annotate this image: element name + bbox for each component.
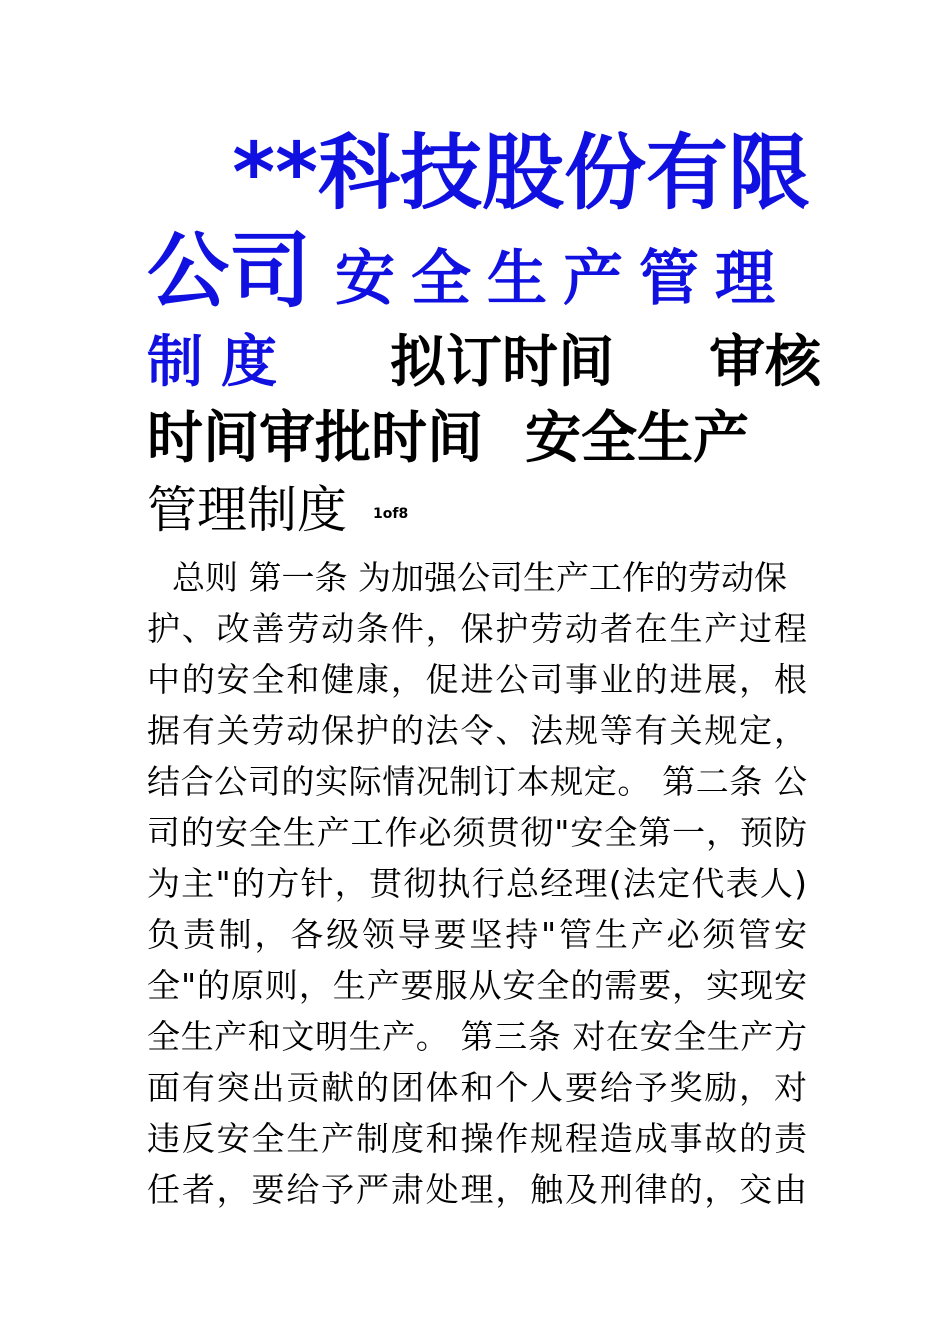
body-line-10: 全生产和文明生产。 第三条 对在安全生产方 — [147, 1017, 807, 1056]
body-line-12: 违反安全生产制度和操作规程造成事故的责 — [147, 1119, 807, 1158]
title-company-suffix: 公司 — [147, 224, 312, 319]
body-line-6: 司的安全生产工作必须贯彻"安全第一，预防 — [147, 813, 807, 852]
body-line-3: 中的安全和健康，促进公司事业的进展，根 — [147, 660, 807, 699]
management-system-heading: 管理制度 — [147, 481, 347, 539]
body-line-5: 结合公司的实际情况制订本规定。 第二条 公 — [147, 762, 807, 801]
document-line5 — [147, 476, 807, 548]
page-number: 1of8 — [373, 505, 409, 522]
safety-production-heading: 安全生产 — [525, 406, 749, 471]
body-line-9: 全"的原则，生产要服从安全的需要，实现安 — [147, 966, 807, 1005]
document-title-line1: **科技股份有限 — [232, 126, 810, 221]
title-system-name: 安全生产管理 — [335, 244, 792, 314]
body-line-4: 据有关劳动保护的法令、法规等有关规定， — [147, 711, 807, 750]
review-time-label: 时间 — [147, 406, 259, 471]
title-system-suffix: 制度 — [147, 330, 295, 395]
body-line-11: 面有突出贡献的团体和个人要给予奖励，对 — [147, 1068, 807, 1107]
body-line-2: 护、改善劳动条件，保护劳动者在生产过程 — [147, 609, 807, 648]
body-line-13: 任者，要给予严肃处理，触及刑律的，交由 — [147, 1170, 807, 1209]
body-line-7: 为主"的方针，贯彻执行总经理(法定代表人) — [147, 864, 807, 903]
document-line3 — [147, 326, 821, 400]
document-title-line2 — [147, 222, 807, 329]
document-line4 — [147, 402, 807, 476]
body-line-8: 负责制，各级领导要坚持"管生产必须管安 — [147, 915, 807, 954]
review-label: 审核 — [709, 330, 821, 395]
drafted-time-label: 拟订时间 — [390, 330, 614, 395]
approval-time-label: 审批时间 — [259, 406, 483, 471]
body-line-1: 总则 第一条 为加强公司生产工作的劳动保 — [172, 558, 787, 597]
